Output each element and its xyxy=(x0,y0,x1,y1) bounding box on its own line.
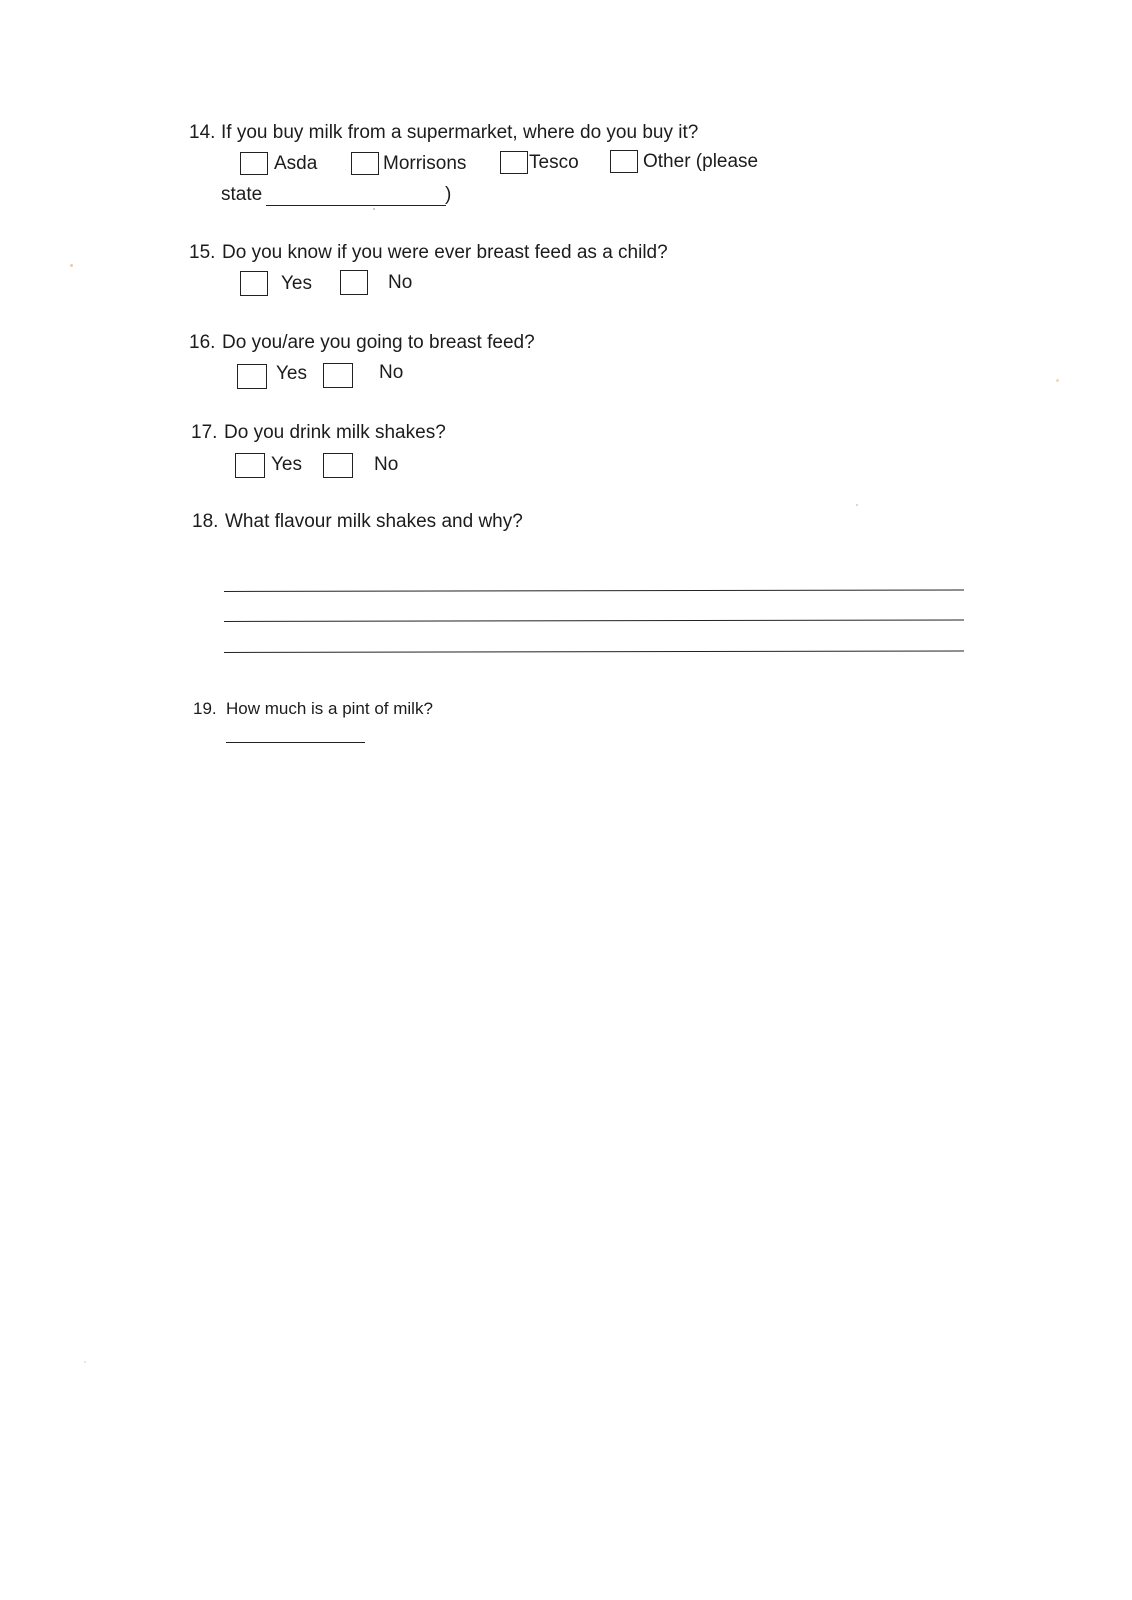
scan-speck xyxy=(1056,379,1059,382)
q15-text: Do you know if you were ever breast feed as a child? xyxy=(222,242,668,263)
q19-number: 19. xyxy=(193,699,217,718)
q16-no-label: No xyxy=(379,362,404,383)
scan-speck xyxy=(70,264,73,267)
q18-answer-line-3[interactable] xyxy=(224,650,964,653)
q16-no-checkbox[interactable] xyxy=(323,363,353,388)
q15-yes-label: Yes xyxy=(281,273,312,294)
q17-text: Do you drink milk shakes? xyxy=(224,422,446,443)
q17-number: 17. xyxy=(191,422,218,443)
q16-yes-checkbox[interactable] xyxy=(237,364,267,389)
q18-answer-line-1[interactable] xyxy=(224,589,964,592)
q15-no-checkbox[interactable] xyxy=(340,270,368,295)
q19-text: How much is a pint of milk? xyxy=(226,699,433,718)
q14-close-paren: ) xyxy=(445,184,452,205)
q15-number: 15. xyxy=(189,242,216,263)
q14-state-label: state xyxy=(221,184,263,205)
q16-text: Do you/are you going to breast feed? xyxy=(222,332,535,353)
q18-text: What flavour milk shakes and why? xyxy=(225,511,523,532)
q14-other-label: Other (please xyxy=(643,151,759,172)
q19-answer-line[interactable] xyxy=(226,742,365,743)
q17-yes-checkbox[interactable] xyxy=(235,453,265,478)
scan-speck xyxy=(856,504,858,506)
q17-no-checkbox[interactable] xyxy=(323,453,353,478)
scan-speck xyxy=(373,208,375,210)
scan-speck xyxy=(84,1361,86,1363)
q14-tesco-label: Tesco xyxy=(529,152,579,173)
q16-number: 16. xyxy=(189,332,216,353)
q14-morrisons-label: Morrisons xyxy=(383,153,467,174)
q16-yes-label: Yes xyxy=(276,363,307,384)
q15-no-label: No xyxy=(388,272,413,293)
q14-morrisons-checkbox[interactable] xyxy=(351,152,379,175)
q14-number: 14. xyxy=(189,122,216,143)
q14-asda-checkbox[interactable] xyxy=(240,152,268,175)
q14-asda-label: Asda xyxy=(274,153,318,174)
q14-other-checkbox[interactable] xyxy=(610,150,638,173)
q18-number: 18. xyxy=(192,511,219,532)
q14-text: If you buy milk from a supermarket, where do you buy it? xyxy=(221,122,699,143)
q17-yes-label: Yes xyxy=(271,454,302,475)
q14-tesco-checkbox[interactable] xyxy=(500,151,528,174)
q14-state-input-line[interactable] xyxy=(266,205,446,206)
q17-no-label: No xyxy=(374,454,399,475)
q18-answer-line-2[interactable] xyxy=(224,619,964,622)
q15-yes-checkbox[interactable] xyxy=(240,271,268,296)
